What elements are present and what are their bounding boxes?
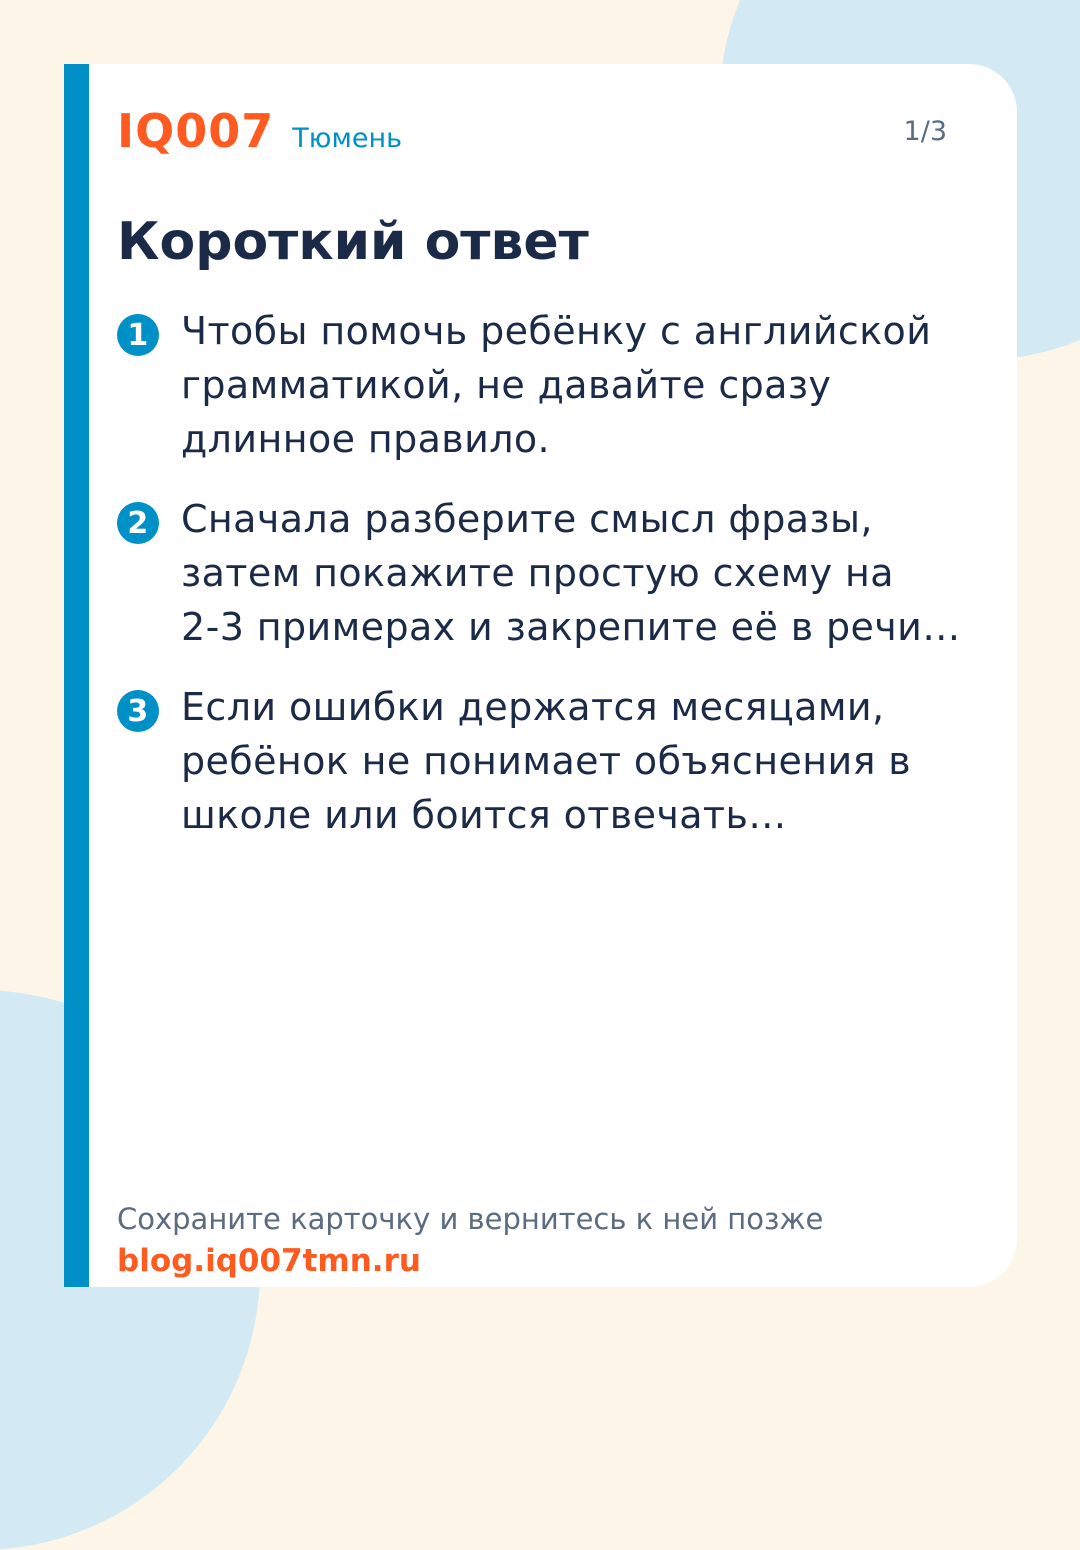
point-number-badge: 3 [117, 690, 159, 732]
card-footer [117, 1199, 823, 1283]
point-text: Если ошибки держатся месяцами, ребёнок не понимает объяснения в школе или боится отвечать… [181, 685, 912, 837]
card-title: Короткий ответ [117, 212, 589, 272]
brand-logo: IQ007 [117, 104, 275, 158]
answer-point-2 [117, 492, 997, 654]
point-text: Чтобы помочь ребёнку с английской грамматикой, не давайте сразу длинное правило. [181, 309, 932, 461]
brand-header [117, 104, 402, 158]
point-number-badge: 2 [117, 502, 159, 544]
footer-save-note: Сохраните карточку и вернитесь к ней позже [117, 1202, 824, 1236]
footer-blog-link[interactable]: blog.iq007tmn.ru [117, 1243, 421, 1279]
answer-point-3 [117, 680, 997, 842]
answer-point-1 [117, 304, 997, 466]
point-number-badge: 1 [117, 314, 159, 356]
page-counter: 1/3 [903, 116, 947, 147]
card-accent-bar [64, 64, 89, 1287]
answer-points-list [117, 304, 997, 868]
brand-city: Тюмень [292, 123, 403, 154]
point-text: Сначала разберите смысл фразы, затем покажите простую схему на 2-3 примерах и закрепите её в речи… [181, 497, 961, 649]
content-card [64, 64, 1017, 1287]
